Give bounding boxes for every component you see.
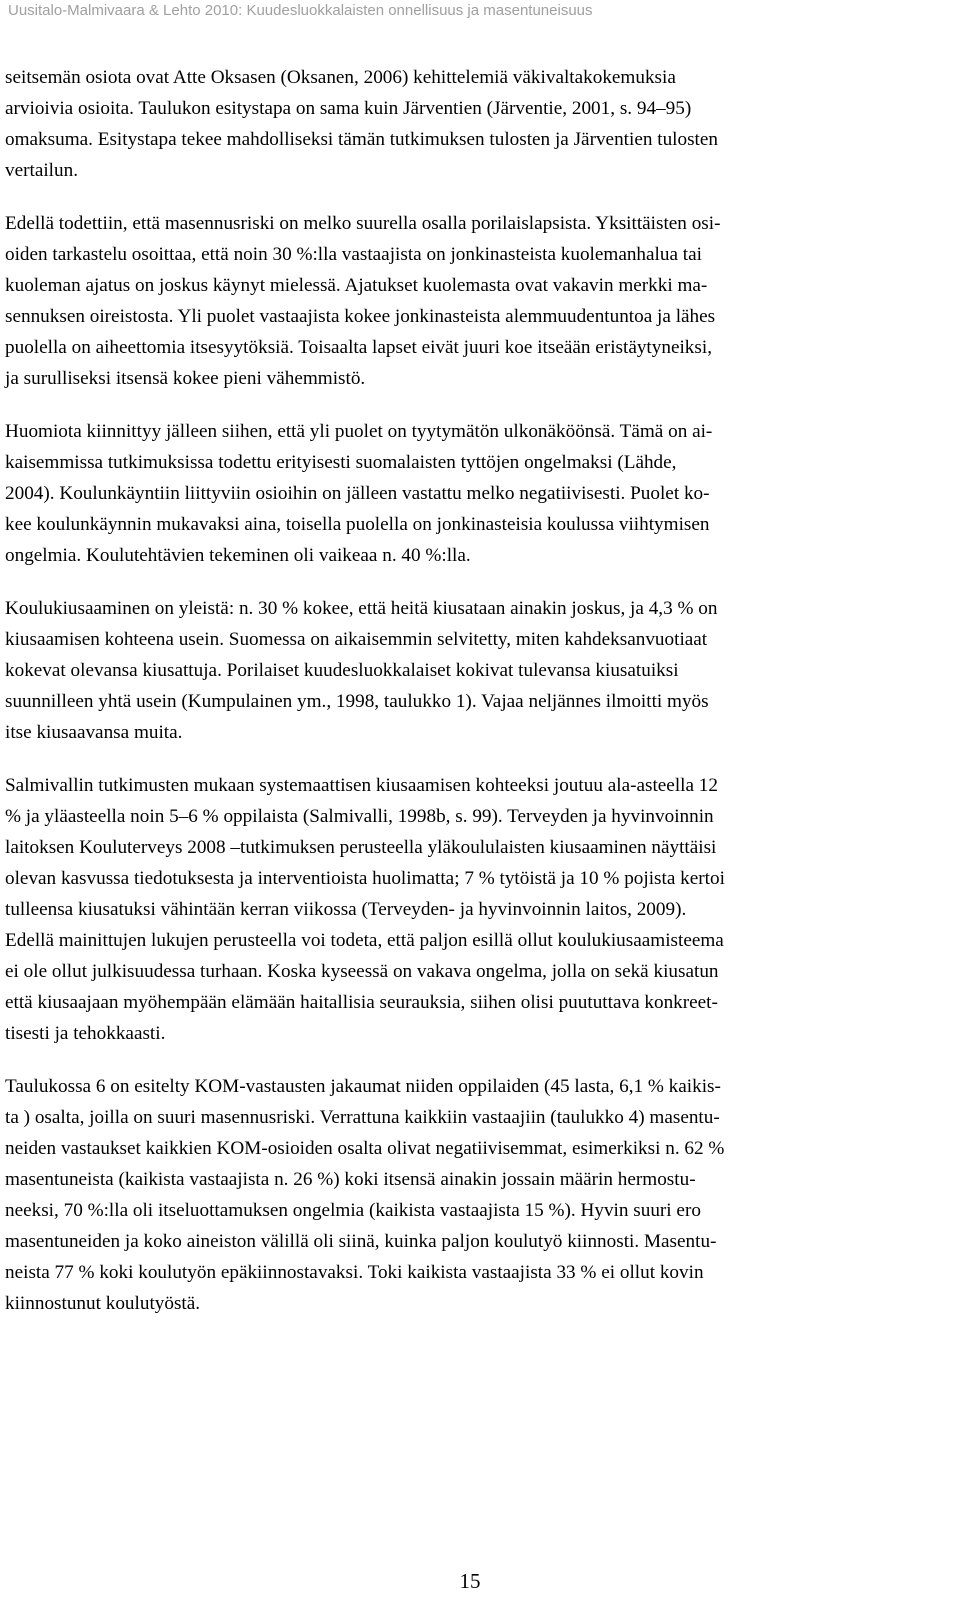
paragraph-1: seitsemän osiota ovat Atte Oksasen (Oksanen, 2006) kehittelemiä väkivaltakokemuksia arvioivia osioita. Taulukon esitystapa on sama kuin Järventien (Järventie, 2001, s. 94–95) omaksuma. Esitystapa tekee mahdolliseksi tämän tutkimuksen tulosten ja Järventien tulosten vertailun. xyxy=(5,67,718,181)
body-text xyxy=(5,62,935,1319)
paragraph-3: Huomiota kiinnittyy jälleen siihen, että yli puolet on tyytymätön ulkonäköönsä. Tämä on ai- kaisemmissa tutkimuksissa todettu erityisesti suomalaisten tyttöjen ongelmaksi (Lähde, 2004). Koulunkäyntiin liittyviin osioihin on jälleen vastattu melko negatiivisesti. Puolet ko- kee koulunkäynnin mukavaksi aina, toisella puolella on jonkinasteisia koulussa viihtymisen ongelmia. Koulutehtävien tekeminen oli vaikeaa n. 40 %:lla. xyxy=(5,421,713,566)
paragraph-4: Koulukiusaaminen on yleistä: n. 30 % kokee, että heitä kiusataan ainakin joskus, ja 4,3 % on kiusaamisen kohteena usein. Suomessa on aikaisemmin selvitetty, miten kahdeksanvuotiaat kokevat olevansa kiusattuja. Porilaiset kuudesluokkalaiset kokivat tulevansa kiusatuiksi suunnilleen yhtä usein (Kumpulainen ym., 1998, taulukko 1). Vajaa neljännes ilmoitti myös itse kiusaavansa muita. xyxy=(5,598,718,743)
page-number: 15 xyxy=(459,1569,481,1593)
paragraph-5: Salmivallin tutkimusten mukaan systemaattisen kiusaamisen kohteeksi joutuu ala-asteella 12 % ja yläasteella noin 5–6 % oppilaista (Salmivalli, 1998b, s. 99). Terveyden ja hyvinvoinnin laitoksen Kouluterveys 2008 –tutkimuksen perusteella yläkoululaisten kiusaaminen näyttäisi olevan kasvussa tiedotuksesta ja interventioista huolimatta; 7 % tytöistä ja 10 % pojista kertoi tulleensa kiusatuksi vähintään kerran viikossa (Terveyden- ja hyvinvoinnin laitos, 2009). Edellä mainittujen lukujen perusteella voi todeta, että paljon esillä ollut koulukiusaamisteema ei ole ollut julkisuudessa turhaan. Koska kyseessä on vakava ongelma, jolla on sekä kiusatun että kiusaajaan myöhempään elämään haitallisia seurauksia, siihen olisi puututtava konkreet- tisesti ja tehokkaasti. xyxy=(5,775,725,1044)
paragraph-6: Taulukossa 6 on esitelty KOM-vastausten jakaumat niiden oppilaiden (45 lasta, 6,1 % kaikis- ta ) osalta, joilla on suuri masennusriski. Verrattuna kaikkiin vastaajiin (taulukko 4) masentu- neiden vastaukset kaikkien KOM-osioiden osalta olivat negatiivisemmat, esimerkiksi n. 62 % masentuneista (kaikista vastaajista n. 26 %) koki itsensä ainakin jossain määrin hermostu- neeksi, 70 %:lla oli itseluottamuksen ongelmia (kaikista vastaajista 15 %). Hyvin suuri ero masentuneiden ja koko aineiston välillä oli siinä, kuinka paljon koulutyö kiinnosti. Masentu- neista 77 % koki koulutyön epäkiinnostavaksi. Toki kaikista vastaajista 33 % ei ollut kovin kiinnostunut koulutyöstä. xyxy=(5,1076,725,1314)
paragraph-2: Edellä todettiin, että masennusriski on melko suurella osalla porilaislapsista. Yksittäisten osi- oiden tarkastelu osoittaa, että noin 30 %:lla vastaajista on jonkinasteista kuolemanhalua tai kuoleman ajatus on joskus käynyt mielessä. Ajatukset kuolemasta ovat vakavin merkki ma- sennuksen oireistosta. Yli puolet vastaajista kokee jonkinasteista alemmuudentuntoa ja lähes puolella on aiheettomia itsesyytöksiä. Toisaalta lapset eivät juuri koe itseään eristäytyneiksi, ja surulliseksi itsensä kokee pieni vähemmistö. xyxy=(5,213,721,389)
running-header: Uusitalo-Malmivaara & Lehto 2010: Kuudesluokkalaisten onnellisuus ja masentuneisuus xyxy=(8,2,593,19)
